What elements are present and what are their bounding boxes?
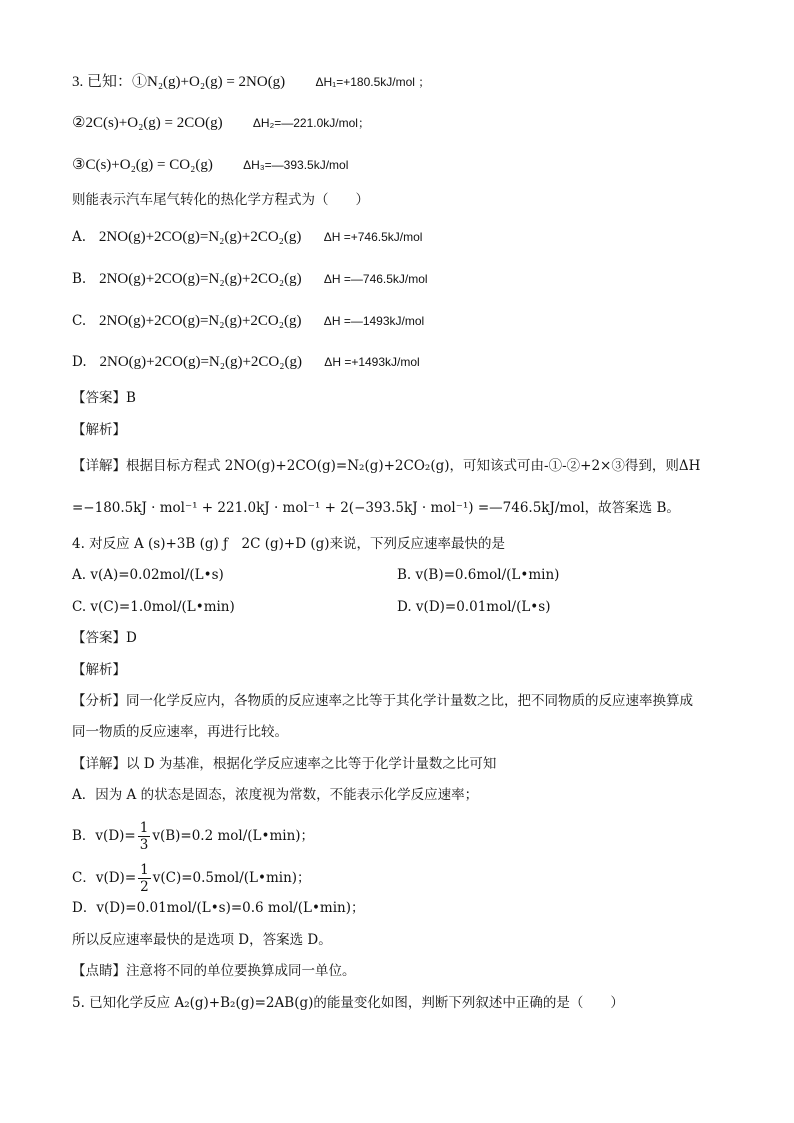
q4-tip: 【点睛】注意将不同的单位要换算成同一单位。	[72, 963, 356, 979]
fraction-one-half	[138, 862, 151, 895]
q4-answer: 【答案】D	[72, 630, 137, 646]
q3-answer: 【答案】B	[72, 390, 136, 406]
q4-option-a[interactable]: A. v(A)=0.02mol/(L•s)	[72, 567, 224, 583]
q3-dh3: ΔH₃=—393.5kJ/mol	[243, 158, 349, 172]
q4-fenxi-line-1: 【分析】同一化学反应内，各物质的反应速率之比等于其化学计量数之比，把不同物质的反应速率换算成	[72, 693, 693, 709]
q4-detail: 【详解】以 D 为基准，根据化学反应速率之比等于化学计量数之比可知	[72, 756, 497, 772]
numerator: 1	[140, 862, 149, 878]
numerator: 1	[139, 820, 149, 836]
q3-given-3	[72, 155, 734, 175]
option-label: B.	[72, 271, 87, 287]
q4-options-row-1	[72, 565, 734, 585]
q4-option-b[interactable]: B. v(B)=0.6mol/(L•min)	[397, 567, 560, 583]
q5-stem: 5. 已知化学反应 A₂(g)+B₂(g)=2AB(g)的能量变化如图，判断下列叙述中正确的是（ ）	[72, 995, 624, 1011]
option-enthalpy: ΔH =—1493kJ/mol	[323, 314, 425, 328]
q4-option-d[interactable]: D. v(D)=0.01mol/(L•s)	[397, 599, 551, 615]
q4-line-c	[72, 862, 734, 895]
line-c-suffix: v(C)=0.5mol/(L•min)；	[152, 870, 311, 886]
q3-given-1	[72, 72, 734, 92]
option-label: A.	[72, 229, 87, 245]
option-enthalpy: ΔH =+1493kJ/mol	[324, 355, 420, 369]
q3-detail-line-2: =−180.5kJ · mol⁻¹ + 221.0kJ · mol⁻¹ + 2(−393.5kJ · mol⁻¹) =—746.5kJ/mol，故答案选 B。	[72, 500, 680, 516]
q3-analysis-heading: 【解析】	[72, 422, 126, 438]
q4-options-row-2	[72, 597, 734, 617]
option-equation: 2NO(g)+2CO(g)=N₂(g)+2CO₂(g)	[99, 354, 302, 370]
option-label: C.	[72, 313, 87, 329]
q4-fenxi-line-2: 同一物质的反应速率，再进行比较。	[72, 724, 288, 740]
q3-option-a[interactable]	[72, 227, 734, 247]
q3-eq2: ②2C(s)+O₂(g) = 2CO(g)	[72, 115, 223, 131]
q4-option-c[interactable]: C. v(C)=1.0mol/(L•min)	[72, 599, 235, 615]
denominator: 3	[139, 837, 149, 853]
q4-analysis-heading: 【解析】	[72, 662, 126, 678]
line-b-suffix: v(B)=0.2 mol/(L•min)；	[152, 828, 315, 844]
option-equation: 2NO(g)+2CO(g)=N₂(g)+2CO₂(g)	[99, 313, 302, 329]
line-b-prefix: B．v(D)=	[72, 828, 136, 844]
option-equation: 2NO(g)+2CO(g)=N₂(g)+2CO₂(g)	[99, 271, 302, 287]
q4-line-b	[72, 820, 734, 853]
denominator: 2	[140, 879, 149, 895]
q3-dh2: ΔH₂=—221.0kJ/mol；	[252, 116, 370, 130]
option-enthalpy: ΔH =—746.5kJ/mol	[323, 272, 428, 286]
q4-stem: 4. 对反应 A (s)+3B (g) ƒ 2C (g)+D (g)来说，下列反应速率最快的是	[72, 536, 506, 552]
option-equation: 2NO(g)+2CO(g)=N₂(g)+2CO₂(g)	[98, 229, 302, 245]
q3-option-c[interactable]	[72, 311, 734, 331]
q4-line-d: D．v(D)=0.01mol/(L•s)=0.6 mol/(L•min)；	[72, 900, 365, 916]
q4-conclusion: 所以反应速率最快的是选项 D，答案选 D。	[72, 932, 332, 948]
q3-given-2	[72, 113, 734, 133]
q3-eq1: 3. 已知：①N₂(g)+O₂(g) = 2NO(g)	[72, 74, 286, 90]
q3-option-d[interactable]	[72, 352, 734, 372]
option-label: D.	[72, 354, 87, 370]
q3-detail-line-1: 【详解】根据目标方程式 2NO(g)+2CO(g)=N₂(g)+2CO₂(g)，可知该式可由-①-②+2×③得到，则ΔH	[72, 458, 701, 474]
line-c-prefix: C．v(D)=	[72, 870, 137, 886]
q3-option-b[interactable]	[72, 269, 734, 289]
option-enthalpy: ΔH =+746.5kJ/mol	[323, 230, 423, 244]
q3-stem: 则能表示汽车尾气转化的热化学方程式为（ ）	[72, 192, 369, 208]
q3-eq3: ③C(s)+O₂(g) = CO₂(g)	[72, 157, 213, 173]
q3-dh1: ΔH₁=+180.5kJ/mol ；	[315, 75, 431, 89]
q4-line-a: A．因为 A 的状态是固态，浓度视为常数，不能表示化学反应速率；	[72, 787, 479, 803]
fraction-one-third	[138, 820, 151, 853]
